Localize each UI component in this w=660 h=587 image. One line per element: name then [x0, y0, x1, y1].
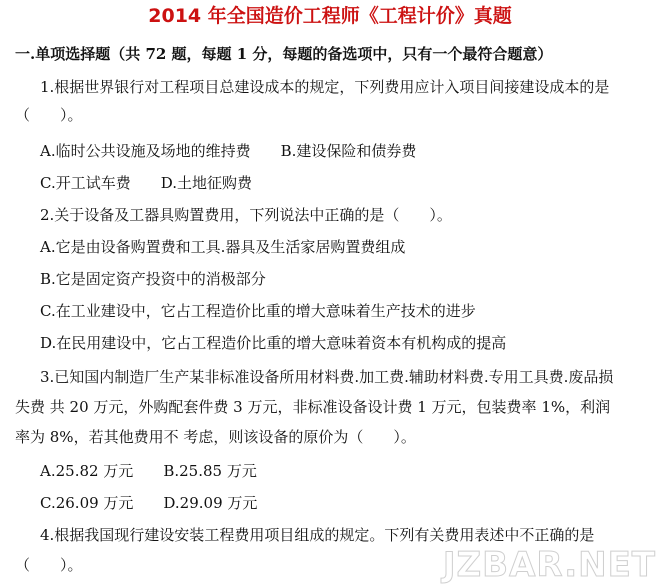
q2-stem: 2.关于设备及工器具购置费用，下列说法中正确的是（ ）。	[40, 206, 452, 224]
q1-options-ab	[40, 140, 654, 162]
site-watermark: JZBAR.NET	[442, 545, 656, 585]
q3-options-ab	[40, 460, 654, 482]
q4-stem-line1: 4.根据我国现行建设安装工程费用项目组成的规定。下列有关费用表述中不正确的是	[40, 526, 595, 544]
q1-option-b: B.建设保险和债券费	[280, 142, 417, 160]
q1-option-d: D.土地征购费	[160, 174, 252, 192]
q4-stem-line2: （ ）。	[15, 556, 83, 574]
q3-stem-line1: 3.已知国内制造厂生产某非标准设备所用材料费.加工费.辅助材料费.专用工具费.废品损	[40, 368, 614, 386]
q1-stem-line2: （ ）。	[15, 106, 83, 124]
q1-option-c: C.开工试车费	[40, 174, 131, 192]
q1-options-cd	[40, 172, 654, 194]
q2-option-b: B.它是固定资产投资中的消极部分	[40, 270, 266, 288]
q1-stem-line1: 1.根据世界银行对工程项目总建设成本的规定，下列费用应计入项目间接建设成本的是	[40, 78, 610, 96]
q3-option-d: D.29.09 万元	[163, 494, 258, 512]
page-title: 2014 年全国造价工程师《工程计价》真题	[148, 5, 512, 27]
q1-option-a: A.临时公共设施及场地的维持费	[40, 142, 251, 160]
q3-options-cd	[40, 492, 654, 514]
q3-stem-line3: 率为 8%，若其他费用不 考虑，则该设备的原价为（ ）。	[15, 428, 416, 446]
q3-stem-line2: 失费 共 20 万元，外购配套件费 3 万元，非标准设备设计费 1 万元，包装费率 1%，利润	[15, 398, 611, 416]
q2-option-a: A.它是由设备购置费和工具.器具及生活家居购置费组成	[40, 238, 406, 256]
q3-option-b: B.25.85 万元	[163, 462, 257, 480]
q2-option-d: D.在民用建设中，它占工程造价比重的增大意味着资本有机构成的提高	[40, 334, 507, 352]
q2-option-c: C.在工业建设中，它占工程造价比重的增大意味着生产技术的进步	[40, 302, 476, 320]
q3-option-a: A.25.82 万元	[40, 462, 134, 480]
section-heading: 一.单项选择题（共 72 题，每题 1 分，每题的备选项中，只有一个最符合题意）	[15, 45, 553, 63]
q3-option-c: C.26.09 万元	[40, 494, 134, 512]
